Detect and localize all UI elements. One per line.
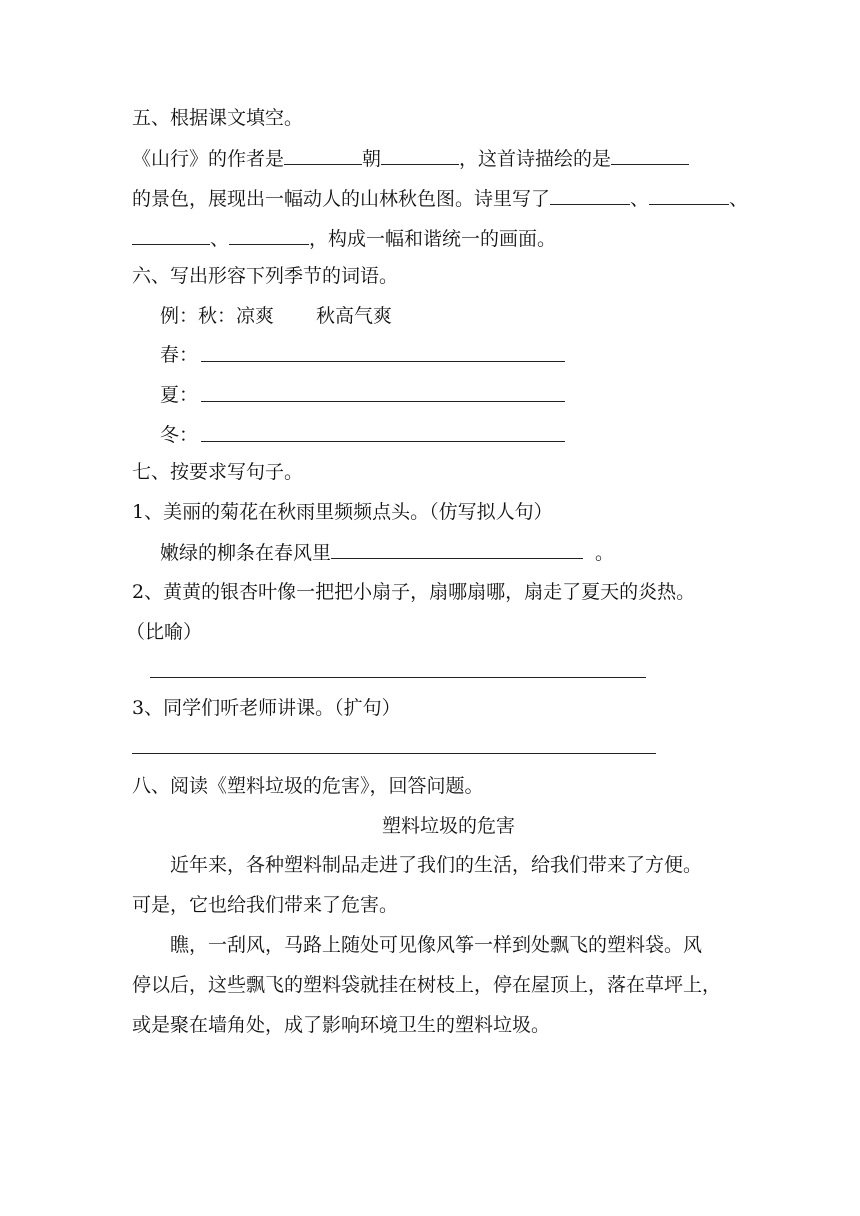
blank-scene-1[interactable] [550,186,630,205]
s7-question-1: 1、美丽的菊花在秋雨里频频点头。（仿写拟人句） [132,501,553,523]
s5-text: 的景色，展现出一幅动人的山林秋色图。诗里写了 [132,188,551,210]
answer-line-winter[interactable] [201,441,565,442]
s5-text: 、 [210,228,230,250]
s5-text: ，这首诗描绘的是 [459,148,612,170]
answer-line-q1[interactable] [331,540,583,559]
s7-q1-prompt-line [160,540,614,565]
answer-line-q2[interactable] [150,677,646,678]
example-prefix: 例：秋：凉爽 [160,305,275,327]
section-5-heading: 五、根据课文填空。 [132,107,304,129]
blank-scene-2[interactable] [649,186,729,205]
answer-line-summer[interactable] [201,401,565,402]
s5-text: 、 [630,188,650,210]
blank-season[interactable] [611,146,689,165]
s5-text: ，构成一幅和谐统一的画面。 [309,228,557,250]
answer-line-q3[interactable] [132,753,656,754]
s5-text: 、 [729,188,749,210]
section-7-heading: 七、按要求写句子。 [132,461,304,483]
section-8-heading: 八、阅读《塑料垃圾的危害》，回答问题。 [132,775,484,797]
s5-text: 《山行》的作者是 [132,148,285,170]
blank-scene-3[interactable] [132,226,210,245]
s5-line-3 [132,226,556,251]
s7-question-2: 2、黄黄的银杏叶像一把把小扇子，扇哪扇哪，扇走了夏天的炎热。 [132,581,696,603]
s6-example [160,304,392,328]
passage-p2-line-2: 停以后，这些飘飞的塑料袋就挂在树枝上，停在屋顶上，落在草坪上， [132,974,722,996]
s5-line-1 [132,146,689,171]
passage-title: 塑料垃圾的危害 [382,815,516,837]
label-spring: 春： [160,344,199,366]
s5-line-2 [132,186,748,211]
s7-q2-note: （比喻） [126,621,203,643]
s7-question-3: 3、同学们听老师讲课。（扩句） [132,697,401,719]
q1-end: 。 [595,542,615,564]
s5-text: 朝 [362,148,382,170]
q1-prompt: 嫩绿的柳条在春风里 [160,542,332,564]
section-6-heading: 六、写出形容下列季节的词语。 [132,265,399,287]
example-word: 秋高气爽 [316,305,393,327]
passage-p2-line-1: 瞧，一刮风，马路上随处可见像风筝一样到处飘飞的塑料袋。风 [170,934,703,956]
label-summer: 夏： [160,384,199,406]
label-winter: 冬： [160,424,199,446]
passage-p2-line-3: 或是聚在墙角处，成了影响环境卫生的塑料垃圾。 [132,1014,551,1036]
blank-author[interactable] [284,146,362,165]
answer-line-spring[interactable] [201,361,565,362]
blank-dynasty[interactable] [381,146,459,165]
passage-p1-line-2: 可是，它也给我们带来了危害。 [132,894,399,916]
blank-scene-4[interactable] [229,226,309,245]
passage-p1-line-1: 近年来，各种塑料制品走进了我们的生活，给我们带来了方便。 [170,854,703,876]
